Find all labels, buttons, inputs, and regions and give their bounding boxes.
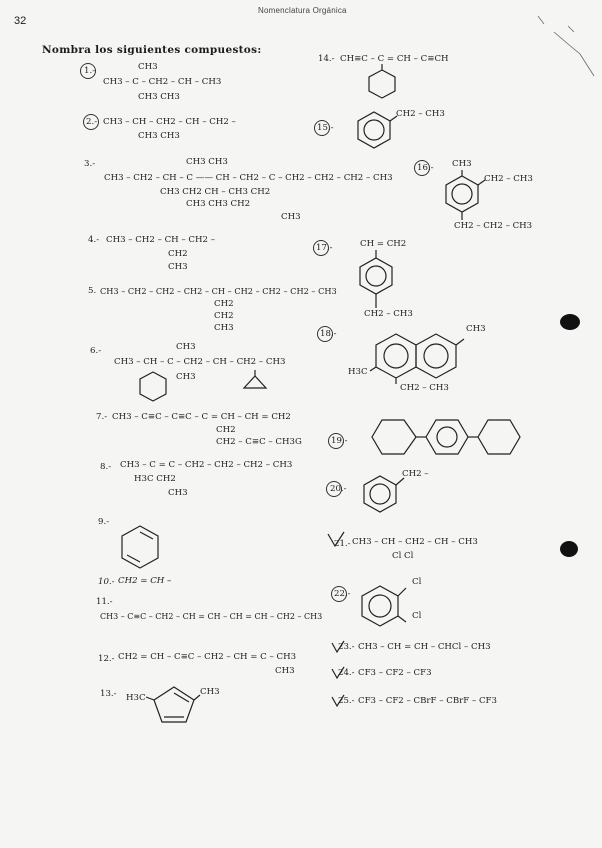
- exercise-24-number: 24.-: [338, 668, 355, 678]
- hand-check-mark: [326, 530, 346, 552]
- exercise-7-line-3: CH2 – C≡C – CH3G: [216, 437, 302, 447]
- exercise-1-line-1: CH3: [138, 62, 158, 72]
- exercise-8-line-3: CH3: [168, 488, 188, 498]
- running-header: Nomenclatura Orgánica: [258, 6, 347, 15]
- exercise-22-chloro-1: Cl: [412, 577, 422, 587]
- exercise-3-line-4: CH3: [281, 212, 301, 222]
- exercise-9-number: 9.-: [98, 517, 110, 527]
- cyclohexyl-phenyl-cyclohexyl: [370, 418, 524, 456]
- exercise-22-chloro-2: Cl: [412, 611, 422, 621]
- exercise-16-number: 16.-: [417, 163, 434, 173]
- exercise-10-number: 10.-: [98, 577, 115, 587]
- exercise-4-line-3: CH3: [168, 262, 188, 272]
- exercise-8-line-2: H3C CH2: [134, 474, 176, 484]
- exercise-3-line-3: CH3 CH3 CH2: [186, 199, 251, 209]
- exercise-13-right-methyl: CH3: [200, 687, 220, 697]
- exercise-7-number: 7.-: [96, 412, 108, 422]
- exercise-19-number: 19.-: [331, 436, 348, 446]
- hand-check-mark: [330, 666, 346, 682]
- exercise-6-number: 6.-: [90, 346, 102, 356]
- exercise-23-number: 23.-: [338, 642, 355, 652]
- ink-blot: [560, 314, 580, 330]
- exercise-16-top: CH3: [452, 159, 472, 169]
- exercise-4-line-2: CH2: [168, 249, 188, 259]
- exercise-13-number: 13.-: [100, 689, 117, 699]
- exercise-20-number: 20.-: [330, 484, 347, 494]
- instruction-heading: Nombra los siguientes compuestos:: [42, 44, 262, 56]
- cyclohexane-ring: [366, 64, 398, 102]
- exercise-21-line-2: Cl Cl: [392, 551, 414, 561]
- cyclohexadiene-ring: [118, 524, 162, 572]
- exercise-12-line-1: CH2 = CH – C≡C – CH2 – CH = C – CH3: [118, 652, 297, 662]
- exercise-2-line-2: CH3 CH3: [138, 131, 180, 141]
- benzene-ring: [356, 250, 400, 310]
- exercise-4-line-1: CH3 – CH2 – CH – CH2 –: [106, 235, 215, 245]
- exercise-14-line-1: CH≡C – C = CH – C≡CH: [340, 54, 449, 64]
- exercise-3-line-0: CH3 CH3: [186, 157, 228, 167]
- exercise-25-line-1: CF3 – CF2 – CBrF – CBrF – CF3: [358, 696, 497, 706]
- exercise-12-number: 12.-: [98, 654, 115, 664]
- exercise-18-left-methyl: H3C: [348, 367, 368, 377]
- exercise-14-number: 14.-: [318, 54, 335, 64]
- exercise-15-number: 15.-: [317, 123, 334, 133]
- exercise-18-top-right-methyl: CH3: [466, 324, 486, 334]
- exercise-6-line-2: CH3: [176, 372, 196, 382]
- exercise-23-line-1: CH3 – CH = CH – CHCl – CH3: [358, 642, 491, 652]
- exercise-22-number: 22.-: [334, 589, 351, 599]
- exercise-6-line-1: CH3 – CH – C – CH2 – CH – CH2 – CH3: [114, 357, 286, 367]
- exercise-8-line-1: CH3 – C = C – CH2 – CH2 – CH2 – CH3: [120, 460, 293, 470]
- exercise-21-number: 21.-: [334, 539, 351, 549]
- exercise-16-right: CH2 – CH3: [484, 174, 533, 184]
- exercise-17-bottom: CH2 – CH3: [364, 309, 413, 319]
- hand-check-mark: [330, 640, 346, 656]
- exercise-24-line-1: CF3 – CF2 – CF3: [358, 668, 432, 678]
- exercise-17-top: CH = CH2: [360, 239, 407, 249]
- exercise-1-line-2: CH3 – C – CH2 – CH – CH3: [103, 77, 222, 87]
- hand-check-mark: [330, 694, 346, 710]
- cyclopropane-ring: [244, 370, 274, 392]
- ink-blot: [560, 541, 578, 557]
- cyclohexane-ring: [138, 370, 168, 404]
- exercise-7-line-1: CH3 – C≡C – C≡C – C = CH – CH = CH2: [112, 412, 291, 422]
- exercise-5-line-4: CH3: [214, 323, 234, 333]
- exercise-2-number: 2.-: [86, 117, 98, 127]
- exercise-25-number: 25.-: [338, 696, 355, 706]
- exercise-18-bottom: CH2 – CH3: [400, 383, 449, 393]
- benzene-ring: [354, 110, 398, 150]
- exercise-5-line-2: CH2: [214, 299, 234, 309]
- exercise-7-line-2: CH2: [216, 425, 236, 435]
- exercise-5-line-3: CH2: [214, 311, 234, 321]
- exercise-11-number: 11.-: [96, 597, 113, 607]
- exercise-5-number: 5.: [88, 286, 97, 296]
- exercise-12-line-2: CH3: [275, 666, 295, 676]
- benzene-ring: [442, 170, 486, 222]
- exercise-21-line-1: CH3 – CH – CH2 – CH – CH3: [352, 537, 478, 547]
- exercise-15-substituent: CH2 – CH3: [396, 109, 445, 119]
- exercise-20-substituent: CH2 –: [402, 469, 429, 479]
- exercise-2-line-1: CH3 – CH – CH2 – CH – CH2 –: [103, 117, 236, 127]
- exercise-17-number: 17.-: [316, 243, 333, 253]
- exercise-11-line-1: CH3 – C≡C – CH2 – CH = CH – CH = CH – CH2 – CH3: [100, 612, 323, 621]
- corner-scribble: [534, 10, 598, 90]
- exercise-6-line-0: CH3: [176, 342, 196, 352]
- exercise-3-line-2: CH3 CH2 CH – CH3 CH2: [160, 187, 271, 197]
- exercise-3-line-1: CH3 – CH2 – CH – C —— CH – CH2 – C – CH2 – CH2 – CH2 – CH3: [104, 173, 393, 183]
- exercise-8-number: 8.-: [100, 462, 112, 472]
- exercise-1-number: 1.-: [84, 66, 96, 76]
- exercise-1-line-3: CH3 CH3: [138, 92, 180, 102]
- exercise-13-left-methyl: H3C: [126, 693, 146, 703]
- exercise-5-line-1: CH3 – CH2 – CH2 – CH2 – CH – CH2 – CH2 – CH2 – CH3: [100, 286, 337, 296]
- exercise-16-bottom: CH2 – CH2 – CH3: [454, 221, 533, 231]
- exercise-4-number: 4.-: [88, 235, 100, 245]
- benzene-ring: [360, 474, 408, 514]
- cyclopentadiene-ring: [150, 684, 198, 726]
- exercise-3-number: 3.-: [84, 159, 96, 169]
- exercise-10-line-1: CH2 = CH –: [118, 576, 172, 586]
- page-number: 32: [14, 15, 27, 27]
- benzene-ring: [358, 584, 408, 628]
- exercise-18-number: 18.-: [320, 329, 337, 339]
- naphthalene-rings: [374, 330, 466, 386]
